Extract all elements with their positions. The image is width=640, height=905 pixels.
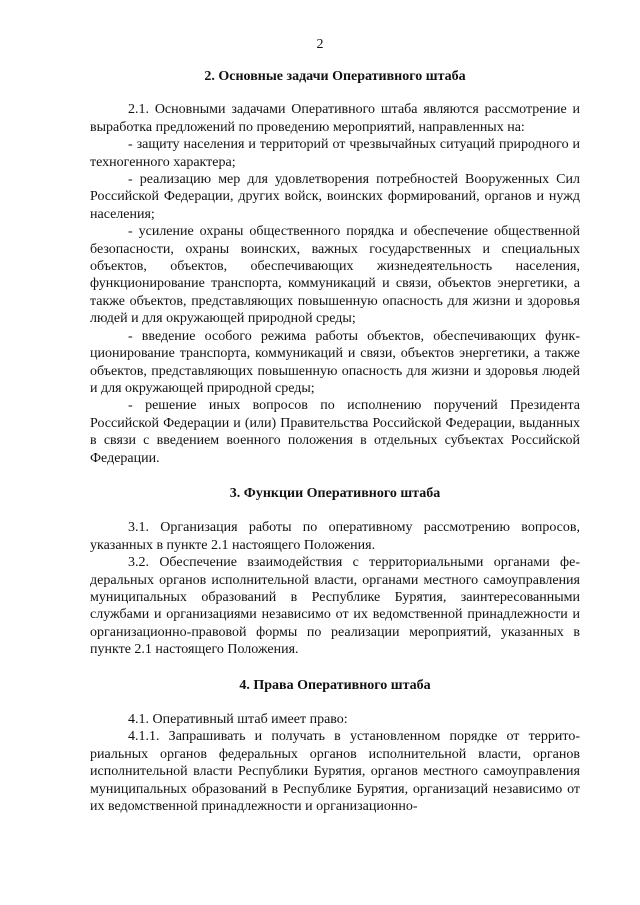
paragraph: - усиление охраны общественного порядка и обеспечение общественной безопасности, охраны воинских, важных государственных и специальных объектов, объектов, обеспечивающих жизнедеятельность населения, функционирование транспорта, коммуникаций и связи, объектов энергетики, а также объектов, представляющих повышенную опасность для жизни и здоровья людей и для окружающей природной среды; bbox=[90, 224, 580, 327]
paragraph: - реализацию мер для удовлетворения потребностей Вооруженных Сил Российской Федерации, других войск, воинских формирований, органов и нужд населения; bbox=[90, 172, 580, 222]
section-title-functions: 3. Функции Оперативного штаба bbox=[229, 485, 441, 501]
paragraph: - защиту населения и территорий от чрезвычайных ситуаций природного и техногенного характера; bbox=[90, 137, 580, 170]
paragraph: 4.1.1. Запрашивать и получать в установленном порядке от территориальных органов федеральных органов исполнительной власти, органов исполнительной власти Республики Бурятия, органов местного самоуправления муниципальных образований в Республике Бурятия, организаций независимо от их ведомственной принадлежности и организационно- bbox=[90, 729, 580, 815]
page-number: 2 bbox=[316, 37, 324, 52]
section-title-tasks: 2. Основные задачи Оперативного штаба bbox=[204, 69, 466, 84]
paragraph: 4.1. Оперативный штаб имеет право: bbox=[128, 712, 348, 727]
paragraph: 2.1. Основными задачами Оперативного штаба являются рассмотрение и выработка предложений по проведению мероприятий, направленных на: bbox=[90, 102, 580, 135]
paragraph: - введение особого режима работы объектов, обеспечивающих функционирование транспорта, коммуникаций и связи, объектов энергетики, а также объектов, представляющих повышенную опасность для жизни и здоровья людей и для окружающей природной среды; bbox=[90, 328, 580, 396]
paragraph: - решение иных вопросов по исполнению поручений Президента Российской Федерации и (или) Правительства Российской Федерации, выданных в связи с введением военного положения в отдельных субъектах Российской Федерации. bbox=[90, 398, 580, 466]
paragraph: 3.2. Обеспечение взаимодействия с территориальными органами федеральных органов исполнительной власти, органами местного самоуправления муниципальных образований в Республике Бурятия, заинтересованными службами и организациями независимо от их ведомственной принадлежности и организационно-правовой формы по реализации мероприятий, указанных в пункте 2.1 настоящего Положения. bbox=[90, 555, 580, 658]
paragraph: 3.1. Организация работы по оперативному рассмотрению вопросов, указанных в пункте 2.1 настоящего Положения. bbox=[90, 520, 580, 553]
document-body bbox=[90, 62, 580, 815]
section-title-rights: 4. Права Оперативного штаба bbox=[239, 677, 431, 693]
